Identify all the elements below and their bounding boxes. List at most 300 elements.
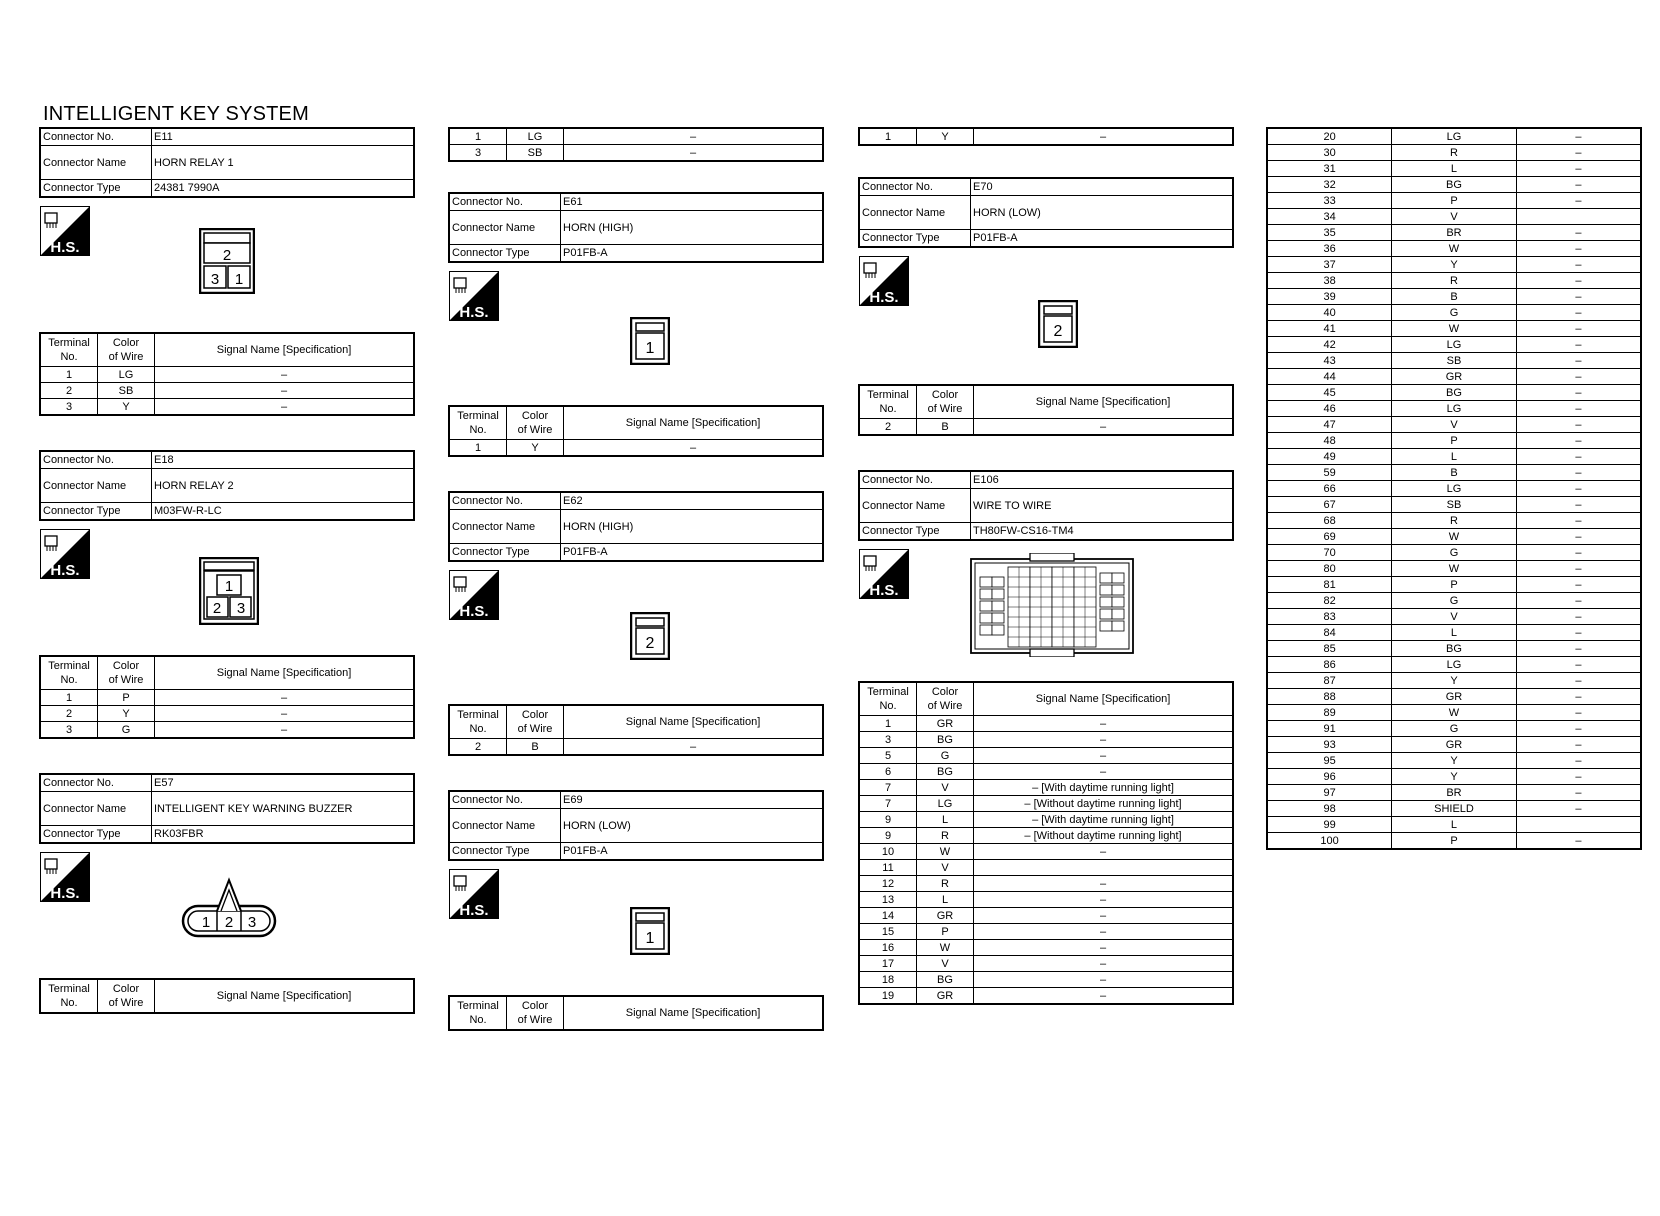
hs-icon xyxy=(449,271,499,321)
wire-color: GR xyxy=(1392,369,1517,385)
signal-name: – xyxy=(1516,801,1641,817)
table-row xyxy=(1267,609,1641,625)
table-row: 1 LG – xyxy=(40,367,414,383)
connector-name: HORN RELAY 1 xyxy=(152,146,415,180)
label: Connector Name xyxy=(449,510,561,544)
terminal-no: 81 xyxy=(1267,577,1392,593)
wire-color: L xyxy=(917,892,974,908)
signal-name: – xyxy=(974,972,1234,988)
table-row xyxy=(1267,497,1641,513)
hs-icon xyxy=(449,869,499,919)
connector-e70 xyxy=(858,177,1234,436)
label: Connector Type xyxy=(449,544,561,562)
table-row xyxy=(859,908,1233,924)
pin-label: 1 xyxy=(224,578,234,595)
table-row xyxy=(1267,305,1641,321)
terminal-no: 80 xyxy=(1267,561,1392,577)
table-row xyxy=(859,796,1233,812)
wire-color: SB xyxy=(1392,497,1517,513)
terminal-no: 97 xyxy=(1267,785,1392,801)
table-row xyxy=(1267,721,1641,737)
pin-label: 2 xyxy=(212,600,222,617)
hs-badge: H.S. xyxy=(459,603,489,620)
terminal-no: 6 xyxy=(859,764,917,780)
label: Connector Name xyxy=(40,469,152,503)
pin-label: 2 xyxy=(1053,323,1063,340)
connector-diagram xyxy=(448,562,824,704)
terminal-no: 35 xyxy=(1267,225,1392,241)
signal-name: – xyxy=(1516,785,1641,801)
connector-e57 xyxy=(39,773,415,1014)
table-row xyxy=(859,892,1233,908)
signal-header: Signal Name [Specification] xyxy=(155,333,415,367)
signal-name: – [Without daytime running light] xyxy=(974,796,1234,812)
wire-color: BR xyxy=(1392,785,1517,801)
wire-color: L xyxy=(917,812,974,828)
signal-name: – xyxy=(974,716,1234,732)
wire-color: Y xyxy=(1392,769,1517,785)
connector-name: HORN (HIGH) xyxy=(561,510,824,544)
wire-color: LG xyxy=(1392,401,1517,417)
column-1 xyxy=(39,127,415,1014)
signal-name: – xyxy=(1516,705,1641,721)
wire-color: V xyxy=(917,860,974,876)
table-row: 2 Y – xyxy=(40,706,414,722)
terminal-no: 68 xyxy=(1267,513,1392,529)
wire-color: BG xyxy=(917,972,974,988)
connector-no: E61 xyxy=(561,193,824,211)
wire-color: G xyxy=(1392,545,1517,561)
wire-color: V xyxy=(917,956,974,972)
table-row xyxy=(1267,417,1641,433)
terminal-no: 41 xyxy=(1267,321,1392,337)
label: Connector Type xyxy=(40,180,152,198)
table-row: 1 P – xyxy=(40,690,414,706)
table-row xyxy=(1267,673,1641,689)
terminal-no: 87 xyxy=(1267,673,1392,689)
table-row: 2 B – xyxy=(449,739,823,756)
wire-color: SB xyxy=(1392,353,1517,369)
terminal-no: 69 xyxy=(1267,529,1392,545)
table-row xyxy=(1267,593,1641,609)
terminal-no: 84 xyxy=(1267,625,1392,641)
label: Connector Type xyxy=(40,503,152,521)
connector-type: P01FB-A xyxy=(971,230,1234,248)
terminal-header: Terminal No. xyxy=(859,385,917,419)
wire-color: L xyxy=(1392,161,1517,177)
terminal-no: 9 xyxy=(859,828,917,844)
label: Connector No. xyxy=(449,193,561,211)
wire-color: G xyxy=(1392,593,1517,609)
connector-no: E18 xyxy=(152,451,415,469)
table-row xyxy=(1267,833,1641,850)
table-row xyxy=(859,924,1233,940)
signal-name: – xyxy=(974,732,1234,748)
table-row xyxy=(1267,513,1641,529)
terminal-no: 43 xyxy=(1267,353,1392,369)
signal-name: – xyxy=(974,876,1234,892)
table-row xyxy=(859,780,1233,796)
pin-label: 1 xyxy=(645,930,655,947)
color-header: Color of Wire xyxy=(917,385,974,419)
hs-badge: H.S. xyxy=(50,885,80,902)
signal-name: – xyxy=(1516,833,1641,850)
label: Connector Type xyxy=(449,843,561,861)
connector-diagram xyxy=(39,521,415,655)
hs-badge: H.S. xyxy=(50,239,80,256)
signal-name: – xyxy=(1516,193,1641,209)
terminal-no: 98 xyxy=(1267,801,1392,817)
terminal-table xyxy=(858,384,1234,436)
wire-color: BG xyxy=(1392,177,1517,193)
wire-color: GR xyxy=(1392,737,1517,753)
connector-face-icon xyxy=(181,874,277,940)
connector-e106 xyxy=(858,470,1234,1005)
connector-diagram xyxy=(858,541,1234,681)
terminal-no: 7 xyxy=(859,780,917,796)
signal-header: Signal Name [Specification] xyxy=(974,385,1234,419)
terminal-no: 31 xyxy=(1267,161,1392,177)
signal-name: – xyxy=(974,956,1234,972)
table-row: 2 B – xyxy=(859,419,1233,436)
connector-info-table xyxy=(448,192,824,263)
column-4 xyxy=(1266,127,1642,850)
wire-color: R xyxy=(1392,145,1517,161)
terminal-no: 46 xyxy=(1267,401,1392,417)
wire-color: P xyxy=(1392,433,1517,449)
signal-name: – xyxy=(974,748,1234,764)
signal-name: – xyxy=(1516,625,1641,641)
connector-face-icon xyxy=(630,907,670,955)
connector-no: E62 xyxy=(561,492,824,510)
table-row xyxy=(1267,193,1641,209)
table-row xyxy=(1267,145,1641,161)
connector-no: E11 xyxy=(152,128,415,146)
wire-color: R xyxy=(917,828,974,844)
signal-name: – xyxy=(974,844,1234,860)
terminal-header: Terminal No. xyxy=(449,996,507,1030)
wire-color: LG xyxy=(1392,657,1517,673)
wire-color: W xyxy=(917,940,974,956)
table-row xyxy=(1267,737,1641,753)
table-row: 2 SB – xyxy=(40,383,414,399)
terminal-header: Terminal No. xyxy=(40,979,98,1013)
signal-name: – xyxy=(1516,401,1641,417)
table-row xyxy=(1267,545,1641,561)
label: Connector Type xyxy=(449,245,561,263)
connector-e61 xyxy=(448,192,824,457)
signal-name xyxy=(1516,209,1641,225)
label: Connector No. xyxy=(40,451,152,469)
label: Connector Name xyxy=(859,196,971,230)
terminal-no: 49 xyxy=(1267,449,1392,465)
terminal-no: 30 xyxy=(1267,145,1392,161)
terminal-no: 11 xyxy=(859,860,917,876)
signal-name: – xyxy=(1516,497,1641,513)
table-row xyxy=(1267,785,1641,801)
connector-info-table xyxy=(448,790,824,861)
table-row: 1 LG – xyxy=(449,128,823,145)
table-row xyxy=(1267,625,1641,641)
terminal-no: 70 xyxy=(1267,545,1392,561)
signal-name: – xyxy=(1516,577,1641,593)
signal-name: – xyxy=(1516,513,1641,529)
wire-color: BG xyxy=(917,732,974,748)
label: Connector No. xyxy=(859,471,971,489)
wire-color: BR xyxy=(1392,225,1517,241)
table-row: 3 SB – xyxy=(449,145,823,162)
table-row xyxy=(1267,289,1641,305)
table-row xyxy=(1267,481,1641,497)
terminal-header: Terminal No. xyxy=(859,682,917,716)
terminal-no: 19 xyxy=(859,988,917,1005)
pin-label: 3 xyxy=(236,600,246,617)
terminal-no: 89 xyxy=(1267,705,1392,721)
wire-color: V xyxy=(1392,417,1517,433)
terminal-no: 100 xyxy=(1267,833,1392,850)
signal-name: – xyxy=(974,988,1234,1005)
signal-name: – xyxy=(1516,417,1641,433)
label: Connector Type xyxy=(40,826,152,844)
terminal-no: 42 xyxy=(1267,337,1392,353)
terminal-no: 66 xyxy=(1267,481,1392,497)
terminal-no: 37 xyxy=(1267,257,1392,273)
wire-color: R xyxy=(917,876,974,892)
table-row xyxy=(859,988,1233,1005)
table-row xyxy=(1267,449,1641,465)
terminal-no: 86 xyxy=(1267,657,1392,673)
terminal-no: 83 xyxy=(1267,609,1392,625)
connector-name: HORN (HIGH) xyxy=(561,211,824,245)
signal-name: – xyxy=(1516,769,1641,785)
wire-color: G xyxy=(1392,721,1517,737)
terminal-no: 18 xyxy=(859,972,917,988)
label: Connector No. xyxy=(40,774,152,792)
connector-no: E70 xyxy=(971,178,1234,196)
hs-icon xyxy=(449,570,499,620)
terminal-table-e57-continued xyxy=(448,127,824,162)
terminal-no: 1 xyxy=(859,716,917,732)
table-row xyxy=(859,972,1233,988)
signal-name: – xyxy=(974,892,1234,908)
signal-name xyxy=(974,860,1234,876)
multi-pin-connector-icon xyxy=(970,553,1134,657)
table-row xyxy=(1267,369,1641,385)
signal-name: – xyxy=(1516,241,1641,257)
connector-face-icon xyxy=(199,228,255,294)
table-row xyxy=(1267,225,1641,241)
terminal-no: 45 xyxy=(1267,385,1392,401)
connector-info-table xyxy=(39,450,415,521)
terminal-no: 39 xyxy=(1267,289,1392,305)
terminal-table xyxy=(858,681,1234,1005)
signal-name: – xyxy=(1516,721,1641,737)
table-row xyxy=(1267,769,1641,785)
connector-diagram xyxy=(448,263,824,405)
label: Connector Type xyxy=(859,523,971,541)
connector-type: 24381 7990A xyxy=(152,180,415,198)
connector-info-table xyxy=(39,773,415,844)
terminal-no: 47 xyxy=(1267,417,1392,433)
signal-name: – xyxy=(1516,529,1641,545)
terminal-table-e69-continued xyxy=(858,127,1234,146)
pin-label: 2 xyxy=(222,247,232,264)
hs-icon xyxy=(40,852,90,902)
wire-color: LG xyxy=(1392,128,1517,145)
terminal-no: 3 xyxy=(859,732,917,748)
pin-label: 3 xyxy=(210,271,220,288)
table-row xyxy=(1267,241,1641,257)
terminal-table xyxy=(39,978,415,1014)
wire-color: B xyxy=(1392,465,1517,481)
table-row xyxy=(1267,257,1641,273)
table-row xyxy=(1267,337,1641,353)
table-row: 3 G – xyxy=(40,722,414,739)
terminal-no: 36 xyxy=(1267,241,1392,257)
terminal-no: 82 xyxy=(1267,593,1392,609)
signal-name: – xyxy=(1516,321,1641,337)
connector-type: RK03FBR xyxy=(152,826,415,844)
connector-no: E69 xyxy=(561,791,824,809)
table-row xyxy=(859,956,1233,972)
terminal-no: 59 xyxy=(1267,465,1392,481)
connector-type: P01FB-A xyxy=(561,843,824,861)
connector-info-table xyxy=(448,491,824,562)
page-title: INTELLIGENT KEY SYSTEM xyxy=(43,103,309,125)
terminal-no: 44 xyxy=(1267,369,1392,385)
label: Connector No. xyxy=(859,178,971,196)
table-row xyxy=(859,812,1233,828)
signal-name: – xyxy=(1516,561,1641,577)
wire-color: W xyxy=(1392,241,1517,257)
terminal-no: 7 xyxy=(859,796,917,812)
terminal-no: 40 xyxy=(1267,305,1392,321)
terminal-no: 14 xyxy=(859,908,917,924)
connector-face-icon xyxy=(1038,300,1078,348)
wire-color: GR xyxy=(917,716,974,732)
column-2 xyxy=(448,127,824,1031)
hs-badge: H.S. xyxy=(869,582,899,599)
table-row xyxy=(1267,177,1641,193)
label: Connector No. xyxy=(449,791,561,809)
pin-label: 2 xyxy=(645,635,655,652)
connector-e11 xyxy=(39,127,415,416)
connector-type: TH80FW-CS16-TM4 xyxy=(971,523,1234,541)
signal-name: – xyxy=(1516,128,1641,145)
terminal-no: 93 xyxy=(1267,737,1392,753)
terminal-header: Terminal No. xyxy=(40,333,98,367)
table-row xyxy=(1267,385,1641,401)
table-row: 3 Y – xyxy=(40,399,414,416)
signal-name: – xyxy=(1516,545,1641,561)
connector-name: HORN (LOW) xyxy=(971,196,1234,230)
terminal-no: 20 xyxy=(1267,128,1392,145)
wire-color: W xyxy=(1392,561,1517,577)
hs-badge: H.S. xyxy=(50,562,80,579)
terminal-table xyxy=(448,405,824,457)
signal-name: – xyxy=(1516,273,1641,289)
connector-diagram xyxy=(858,248,1234,384)
wire-color: L xyxy=(1392,817,1517,833)
signal-name: – xyxy=(1516,289,1641,305)
terminal-header: Terminal No. xyxy=(449,406,507,440)
wire-color: P xyxy=(1392,833,1517,850)
connector-e69 xyxy=(448,790,824,1031)
wire-color: V xyxy=(1392,609,1517,625)
terminal-header: Terminal No. xyxy=(40,656,98,690)
wire-color: W xyxy=(917,844,974,860)
column-3 xyxy=(858,127,1234,1005)
wire-color: BG xyxy=(1392,641,1517,657)
table-row xyxy=(859,828,1233,844)
signal-name: – xyxy=(1516,385,1641,401)
wire-color: L xyxy=(1392,625,1517,641)
signal-name: – xyxy=(974,940,1234,956)
signal-name: – xyxy=(1516,657,1641,673)
wire-color: V xyxy=(1392,209,1517,225)
signal-name: – xyxy=(974,908,1234,924)
wire-color: LG xyxy=(917,796,974,812)
table-row xyxy=(859,748,1233,764)
wire-color: Y xyxy=(1392,257,1517,273)
terminal-no: 99 xyxy=(1267,817,1392,833)
signal-header: Signal Name [Specification] xyxy=(155,656,415,690)
terminal-table xyxy=(448,704,824,756)
signal-name: – xyxy=(974,924,1234,940)
wire-color: R xyxy=(1392,273,1517,289)
wire-color: LG xyxy=(1392,337,1517,353)
table-row xyxy=(1267,433,1641,449)
color-header: Color of Wire xyxy=(507,406,564,440)
pin-label: 1 xyxy=(645,340,655,357)
label: Connector No. xyxy=(449,492,561,510)
wire-color: GR xyxy=(1392,689,1517,705)
signal-name: – xyxy=(1516,257,1641,273)
hs-icon xyxy=(859,256,909,306)
terminal-no: 96 xyxy=(1267,769,1392,785)
wire-color: SHIELD xyxy=(1392,801,1517,817)
wire-color: W xyxy=(1392,705,1517,721)
table-row xyxy=(1267,689,1641,705)
signal-name: – xyxy=(1516,465,1641,481)
wire-color: BG xyxy=(1392,385,1517,401)
terminal-no: 48 xyxy=(1267,433,1392,449)
color-header: Color of Wire xyxy=(917,682,974,716)
hs-badge: H.S. xyxy=(869,289,899,306)
terminal-no: 32 xyxy=(1267,177,1392,193)
signal-name: – [With daytime running light] xyxy=(974,780,1234,796)
terminal-no: 17 xyxy=(859,956,917,972)
wire-color: GR xyxy=(917,988,974,1005)
signal-name: – xyxy=(1516,641,1641,657)
label: Connector Name xyxy=(859,489,971,523)
connector-e18 xyxy=(39,450,415,739)
terminal-no: 9 xyxy=(859,812,917,828)
table-row xyxy=(1267,753,1641,769)
table-row xyxy=(859,940,1233,956)
connector-diagram xyxy=(39,844,415,978)
table-row xyxy=(859,860,1233,876)
wire-color: Y xyxy=(1392,673,1517,689)
hs-badge: H.S. xyxy=(459,902,489,919)
wire-color: LG xyxy=(1392,481,1517,497)
table-row xyxy=(859,732,1233,748)
signal-name: – [With daytime running light] xyxy=(974,812,1234,828)
connector-face-icon xyxy=(630,612,670,660)
signal-name: – xyxy=(1516,177,1641,193)
wire-color: B xyxy=(1392,289,1517,305)
terminal-no: 15 xyxy=(859,924,917,940)
